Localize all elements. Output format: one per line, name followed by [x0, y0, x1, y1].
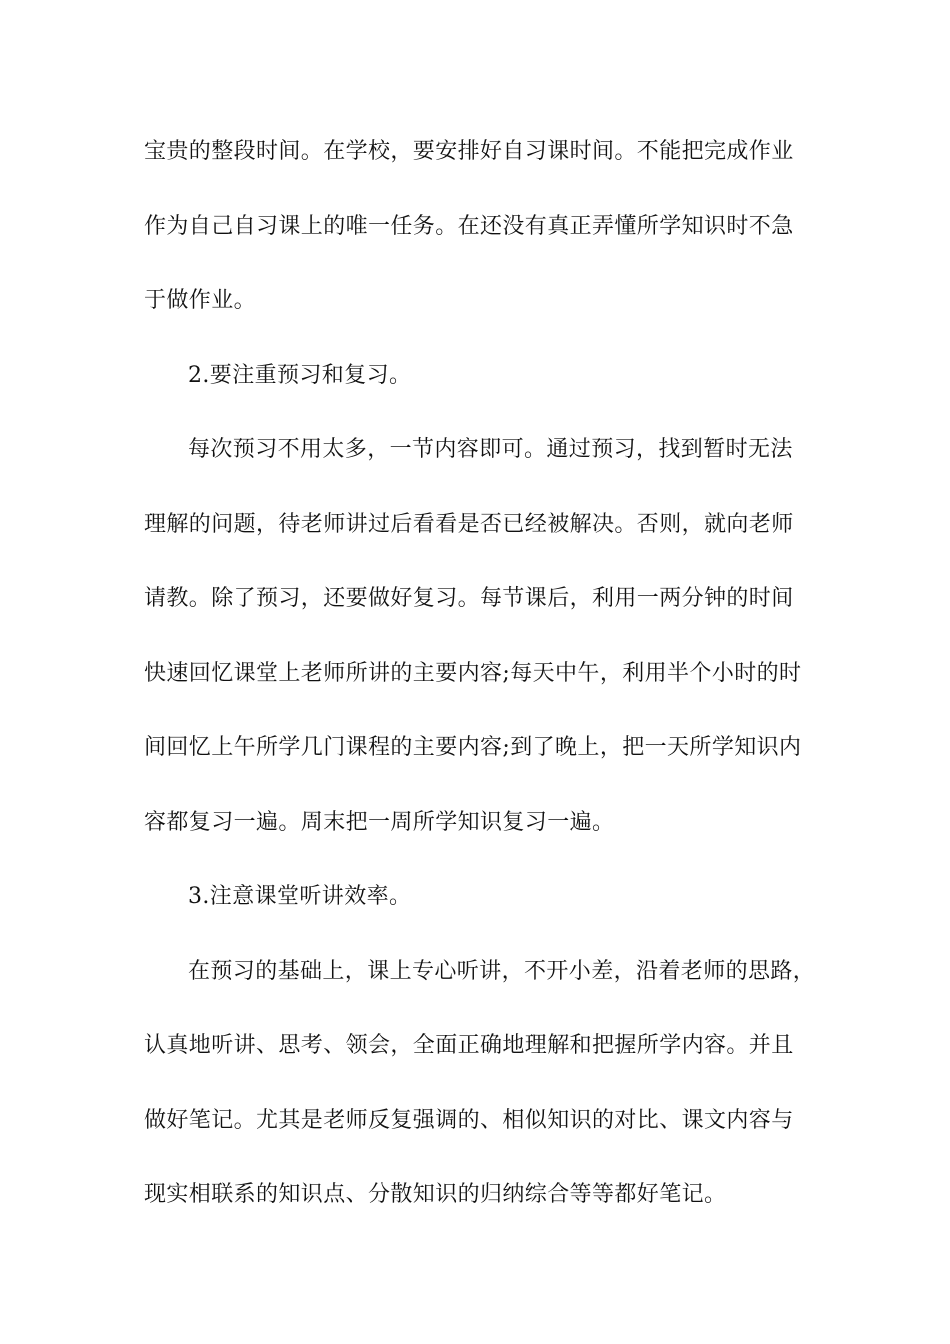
text-line-5: 每次预习不用太多，一节内容即可。通过预习，找到暂时无法 [188, 437, 793, 462]
text-line-9: 间回忆上午所学几门课程的主要内容;到了晚上，把一天所学知识内 [144, 735, 802, 760]
text-line-2: 作为自己自习课上的唯一任务。在还没有真正弄懂所学知识时不急 [144, 213, 794, 239]
text-line-15: 现实相联系的知识点、分散知识的归纳综合等等都好笔记。 [144, 1182, 727, 1207]
text-line-6: 理解的问题，待老师讲过后看看是否已经被解决。否则，就向老师 [144, 511, 794, 537]
text-line-7: 请教。除了预习，还要做好复习。每节课后，利用一两分钟的时间 [144, 586, 794, 611]
section-heading-3: 3.注意课堂听讲效率。 [188, 884, 412, 909]
text-line-3: 于做作业。 [144, 288, 257, 313]
text-line-1: 宝贵的整段时间。在学校，要安排好自习课时间。不能把完成作业 [144, 139, 794, 164]
body-text [144, 130, 816, 1248]
text-line-8: 快速回忆课堂上老师所讲的主要内容;每天中午，利用半个小时的时 [144, 660, 802, 686]
text-line-10: 容都复习一遍。周末把一周所学知识复习一遍。 [144, 809, 615, 835]
text-line-14: 做好笔记。尤其是老师反复强调的、相似知识的对比、课文内容与 [144, 1107, 794, 1133]
section-heading-2: 2.要注重预习和复习。 [188, 362, 412, 388]
text-line-13: 认真地听讲、思考、领会，全面正确地理解和把握所学内容。并且 [144, 1033, 794, 1058]
text-line-12: 在预习的基础上，课上专心听讲，不开小差，沿着老师的思路， [188, 958, 816, 984]
